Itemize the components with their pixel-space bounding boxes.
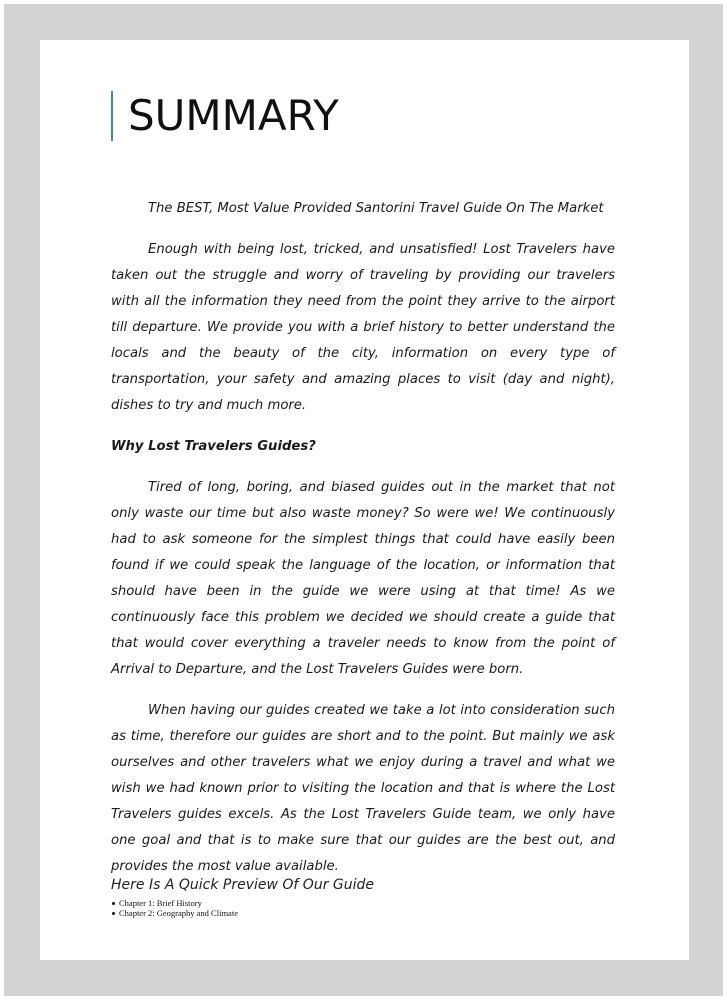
why-paragraph-2: When having our guides created we take a lot into consideration such as time, therefore our guides are short and to the point. But mainly we ask ourselves and other travelers what we enjoy during a travel and what we wish we had known prior to visiting the location and that is where the Lost Travelers guides excels. As the Lost Travelers Guide team, we only have one goal and that is to make sure that our guides are the best out, and provides the most value available. (111, 703, 615, 874)
chapter-label: Chapter 1: Brief History (119, 898, 202, 908)
page-title: SUMMARY (128, 91, 339, 140)
chapter-list (111, 898, 238, 918)
preview-heading: Here Is A Quick Preview Of Our Guide (111, 877, 375, 893)
title-accent-bar (111, 91, 113, 141)
chapter-label: Chapter 2: Geography and Climate (119, 908, 238, 918)
document-page (40, 40, 689, 960)
why-heading: Why Lost Travelers Guides? (111, 439, 316, 454)
why-paragraph-1: Tired of long, boring, and biased guides out in the market that not only waste our time but also waste money? So were we! We continuously had to ask someone for the simplest things that could have easily been found if we could speak the language of the location, or information that should have been in the guide we were using at that time! As we continuously face this problem we decided we should create a guide that that would cover everything a traveler needs to know from the point of Arrival to Departure, and the Lost Travelers Guides were born. (111, 480, 615, 677)
tagline: The BEST, Most Value Provided Santorini Travel Guide On The Market (148, 201, 604, 216)
chapter-item (111, 908, 238, 918)
bullet-icon (112, 902, 115, 905)
document-body (111, 196, 615, 880)
bullet-icon (112, 912, 115, 915)
chapter-item (111, 898, 238, 908)
intro-paragraph: Enough with being lost, tricked, and unsatisfied! Lost Travelers have taken out the struggle and worry of traveling by providing our travelers with all the information they need from the point they arrive to the airport till departure. We provide you with a brief history to better understand the locals and the beauty of the city, information on every type of transportation, your safety and amazing places to visit (day and night), dishes to try and much more. (111, 242, 615, 413)
